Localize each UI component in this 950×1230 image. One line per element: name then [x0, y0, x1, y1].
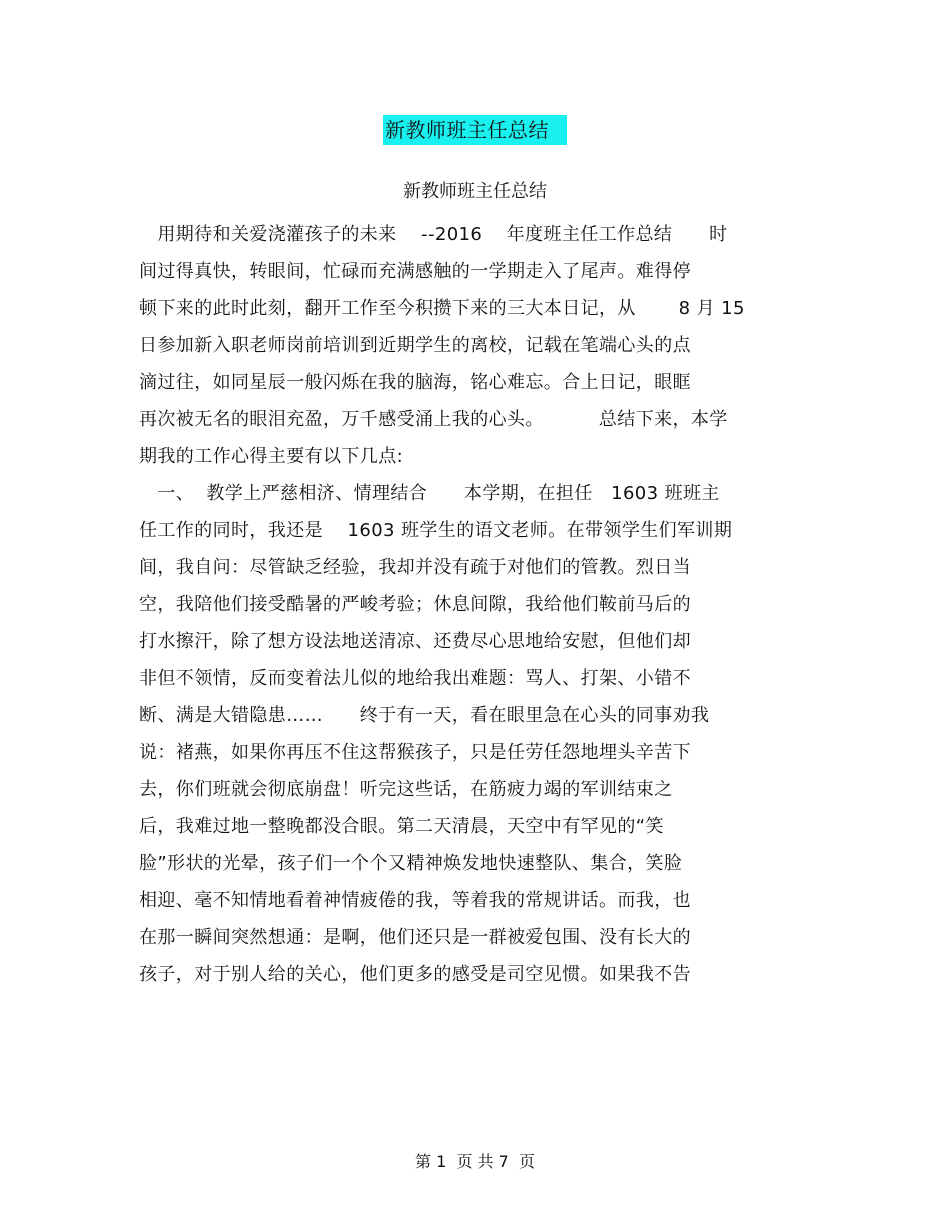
text-line: 期我的工作心得主要有以下几点: — [139, 446, 404, 467]
text-line: 滴过往，如同星辰一般闪烁在我的脑海，铭心难忘。合上日记，眼眶 — [139, 372, 691, 393]
text-line: 间过得真快，转眼间，忙碌而充满感触的一学期走入了尾声。难得停 — [139, 261, 691, 282]
text-line: 顿下来的此时此刻，翻开工作至今积攒下来的三大本日记，从 8 月 15 — [139, 298, 745, 319]
title-container — [0, 115, 950, 145]
text-line: 日参加新入职老师岗前培训到近期学生的离校，记载在笔端心头的点 — [139, 335, 691, 356]
text-line: 再次被无名的眼泪充盈，万千感受涌上我的心头。 总结下来，本学 — [139, 409, 728, 430]
text-line: 去，你们班就会彻底崩盘！听完这些话，在筋疲力竭的军训结束之 — [139, 779, 673, 800]
text-line: 后，我难过地一整晚都没合眼。第二天清晨，天空中有罕见的“笑 — [139, 816, 664, 837]
text-line: 相迎、毫不知情地看着神情疲倦的我，等着我的常规讲话。而我，也 — [139, 890, 691, 911]
text-line: 空，我陪他们接受酷暑的严峻考验；休息间隙，我给他们鞍前马后的 — [139, 594, 691, 615]
document-subtitle: 新教师班主任总结 — [403, 181, 547, 202]
text-line: 在那一瞬间突然想通：是啊，他们还只是一群被爱包围、没有长大的 — [139, 927, 691, 948]
text-line: 任工作的同时，我还是 1603 班学生的语文老师。在带领学生们军训期 — [139, 520, 733, 541]
text-line: 打水擦汗，除了想方设法地送清凉、还费尽心思地给安慰，但他们却 — [139, 631, 691, 652]
text-line: 用期待和关爱浇灌孩子的未来 --2016 年度班主任工作总结 时 — [139, 224, 728, 245]
text-line: 间，我自问：尽管缺乏经验，我却并没有疏于对他们的管教。烈日当 — [139, 557, 691, 578]
page-footer: 第 1 页 共 7 页 — [415, 1152, 535, 1171]
document-title: 新教师班主任总结 — [383, 115, 567, 145]
text-line: 脸”形状的光晕，孩子们一个个又精神焕发地快速整队、集合，笑脸 — [139, 853, 683, 874]
text-line: 孩子，对于别人给的关心，他们更多的感受是司空见惯。如果我不告 — [139, 964, 691, 985]
text-line: 断、满是大错隐患…… 终于有一天，看在眼里急在心头的同事劝我 — [139, 705, 710, 726]
body-text — [139, 220, 819, 997]
text-line: 一、 教学上严慈相济、情理结合 本学期，在担任 1603 班班主 — [139, 483, 720, 504]
text-line: 说：褚燕，如果你再压不住这帮猴孩子，只是任劳任怨地埋头辛苦下 — [139, 742, 691, 763]
text-line: 非但不领情，反而变着法儿似的地给我出难题：骂人、打架、小错不 — [139, 668, 691, 689]
